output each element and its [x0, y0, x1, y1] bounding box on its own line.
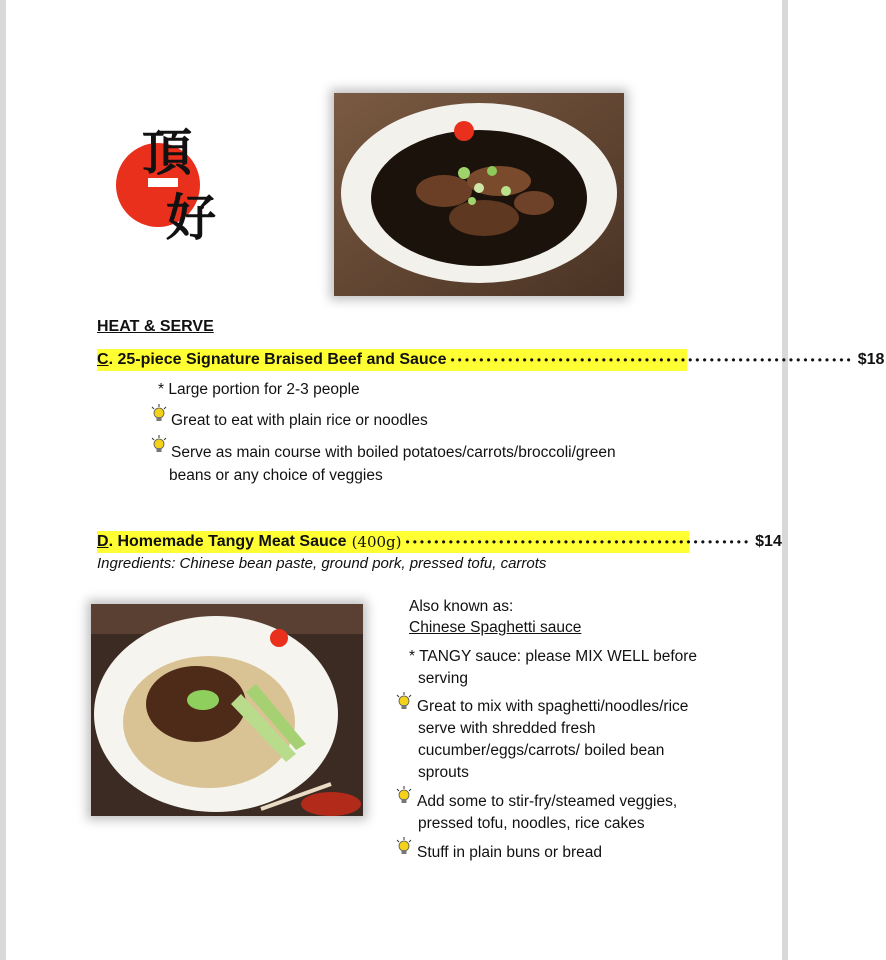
item-d-note-3-line-2: pressed tofu, noodles, rice cakes: [418, 815, 645, 832]
item-d-note-2-line-4: sprouts: [418, 764, 469, 781]
bulb-icon: [395, 786, 413, 806]
item-c-price: $18: [857, 351, 885, 368]
item-d-note-1-cont: serving: [418, 670, 468, 687]
svg-text:頂: 頂: [142, 123, 192, 182]
asterisk-marker: *: [158, 381, 165, 398]
restaurant-logo: [108, 100, 238, 245]
bulb-icon: [395, 837, 413, 857]
item-d-note-1: [409, 646, 697, 668]
note-text: TANGY sauce: please MIX WELL before: [419, 648, 698, 665]
item-d-note-2-line-2: serve with shredded fresh: [418, 720, 596, 737]
bulb-icon: [150, 404, 168, 424]
section-title: HEAT & SERVE: [97, 318, 214, 335]
note-text: Large portion for 2-3 people: [168, 381, 360, 398]
svg-text:好: 好: [166, 188, 216, 247]
page-edge-left: [0, 0, 6, 960]
item-d-code: D: [97, 533, 109, 550]
leader-dots: ••••••••••••••••••••••••••••••••••••••••••••••••: [405, 535, 752, 549]
bulb-icon: [150, 435, 168, 455]
item-d-note-4: Stuff in plain buns or bread: [417, 844, 602, 861]
item-c-note-3-cont: beans or any choice of veggies: [169, 467, 383, 484]
item-d-name: . Homemade Tangy Meat Sauce: [108, 533, 347, 550]
asterisk-marker: *: [409, 648, 416, 665]
leader-dots: ••••••••••••••••••••••••••••••••••••••••••••••••••••••••: [450, 353, 854, 367]
item-c-note-2: Great to eat with plain rice or noodles: [171, 412, 428, 429]
item-d-note-3-line-1: Add some to stir-fry/steamed veggies,: [417, 793, 678, 810]
item-d-weight: (400g): [351, 533, 402, 551]
aka-label: Also known as:: [409, 598, 514, 615]
braised-beef-photo: [334, 93, 624, 296]
item-d-note-2-line-3: cucumber/eggs/carrots/ boiled bean: [418, 742, 665, 759]
item-c-code: C: [97, 351, 109, 368]
item-c-note-3: Serve as main course with boiled potatoes/carrots/broccoli/green: [171, 444, 616, 461]
item-d-price: $14: [755, 533, 782, 550]
aka-value: Chinese Spaghetti sauce: [409, 619, 582, 636]
item-d-note-2-line-1: Great to mix with spaghetti/noodles/rice: [417, 698, 689, 715]
page-edge-right: [782, 0, 788, 960]
item-d-heading: [97, 531, 782, 553]
item-c-heading: [97, 349, 885, 371]
item-d-ingredients: Ingredients: Chinese bean paste, ground pork, pressed tofu, carrots: [97, 555, 547, 572]
item-c-note-1: [158, 379, 360, 401]
bulb-icon: [395, 692, 413, 712]
meat-sauce-photo: [91, 604, 363, 816]
item-c-name: . 25-piece Signature Braised Beef and Sauce: [108, 351, 447, 368]
